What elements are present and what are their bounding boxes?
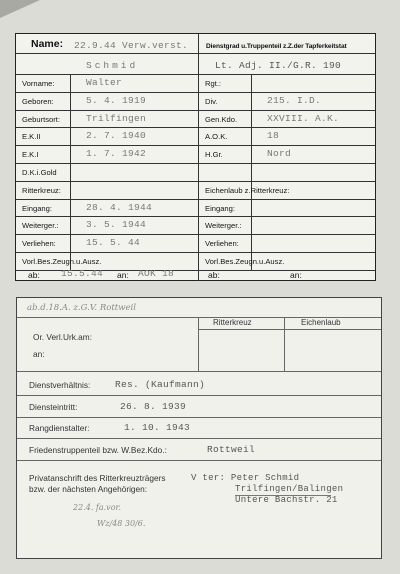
an-value: AOK 18 [138, 268, 175, 279]
row-rule [16, 181, 375, 182]
row-rule [17, 460, 381, 461]
field-label: Vorl.Bes.Zeugn.u.Ausz. [22, 257, 102, 266]
an-label: an: [117, 270, 129, 280]
award-box-header-line [198, 329, 381, 330]
row-rule [16, 127, 375, 128]
address-line-1: V ter: Peter Schmid [191, 473, 300, 483]
service-field-value: Rottweil [207, 444, 256, 455]
field-value: 1. 7. 1942 [86, 148, 147, 159]
address-underline [235, 495, 331, 496]
section-divider [17, 371, 381, 372]
address-line-2: Trilfingen/Balingen [235, 484, 344, 494]
field-label: Verliehen: [22, 239, 56, 248]
service-field-label: Friedenstruppenteil bzw. W.Bez.Kdo.: [29, 445, 167, 455]
field-label: Gen.Kdo. [205, 115, 238, 124]
eichenlaub-column-header: Eichenlaub [301, 318, 341, 327]
award-box-divider [284, 317, 285, 371]
field-value: Walter [86, 77, 123, 88]
folded-page-corner [0, 0, 40, 18]
row-rule [17, 417, 381, 418]
field-value: Nord [267, 148, 292, 159]
row-rule [16, 74, 375, 75]
row-rule [16, 199, 375, 200]
ab-label-right: ab: [208, 270, 220, 280]
row-rule [16, 234, 375, 235]
field-label: Weiterger.: [205, 221, 242, 230]
row-rule [17, 438, 381, 439]
field-value: 3. 5. 1944 [86, 219, 147, 230]
index-card-back [16, 297, 382, 559]
handwritten-header-note: ab.d.18.A. z.G.V. Rottweil [27, 303, 136, 313]
field-label: Div. [205, 97, 218, 106]
surname-value: Schmid [86, 60, 139, 71]
service-field-label: Rangdienstalter: [29, 423, 90, 433]
field-value: 28. 4. 1944 [86, 202, 153, 213]
row-rule [16, 92, 375, 93]
row-rule [17, 395, 381, 396]
field-label: Ritterkreuz: [22, 186, 61, 195]
label-divider-right [251, 74, 252, 270]
field-label: Geboren: [22, 97, 54, 106]
field-label: H.Gr. [205, 150, 223, 159]
original-certificate-an-label: an: [33, 349, 45, 359]
field-label: Weiterger.: [22, 221, 59, 230]
address-line-3: Untere Bachstr. 21 [235, 495, 338, 505]
field-value: 2. 7. 1940 [86, 130, 147, 141]
row-rule [16, 145, 375, 146]
address-label-line-1: Privatanschrift des Ritterkreuzträgers [29, 473, 166, 483]
row-rule [16, 53, 375, 54]
index-card-front [15, 33, 376, 281]
field-value: XXVIII. A.K. [267, 113, 340, 124]
row-rule [16, 163, 375, 164]
field-value: Trilfingen [86, 113, 147, 124]
rank-unit-value: Lt. Adj. II./G.R. 190 [215, 60, 342, 71]
field-label: Rgt.: [205, 79, 222, 88]
service-field-value: 1. 10. 1943 [124, 422, 191, 433]
field-label: Vorname: [22, 79, 55, 88]
award-box-left-border [198, 317, 199, 371]
ritterkreuz-column-header: Ritterkreuz [213, 318, 252, 327]
field-label: Eingang: [205, 204, 235, 213]
field-value: 18 [267, 130, 280, 141]
handwritten-note-1: 22.4. fa.vor. [73, 503, 121, 512]
service-field-value: Res. (Kaufmann) [115, 379, 206, 390]
row-rule [16, 216, 375, 217]
field-label: Eichenlaub z.Ritterkreuz: [205, 186, 290, 195]
field-label: E.K.II [22, 132, 41, 141]
name-note: 22.9.44 Verw.verst. [74, 40, 189, 51]
label-divider-left [70, 74, 71, 270]
service-field-label: Dienstverhältnis: [29, 380, 91, 390]
row-rule [16, 252, 375, 253]
field-label: Eingang: [22, 204, 52, 213]
field-value: 15. 5. 44 [86, 237, 141, 248]
field-value: 5. 4. 1919 [86, 95, 147, 106]
ab-label: ab: [28, 270, 40, 280]
field-label: E.K.I [22, 150, 39, 159]
field-label: Verliehen: [205, 239, 239, 248]
field-value: 215. I.D. [267, 95, 322, 106]
row-rule [16, 110, 375, 111]
address-label-line-2: bzw. der nächsten Angehörigen: [29, 484, 148, 494]
service-field-label: Diensteintritt: [29, 402, 78, 412]
handwritten-note-2: Wz/48 30/6. [97, 519, 146, 528]
field-label: Geburtsort: [22, 115, 60, 124]
an-label-right: an: [290, 270, 302, 280]
original-certificate-label: Or. Verl.Urk.am: [33, 332, 93, 342]
rank-unit-label: Dienstgrad u.Truppenteil z.Z.der Tapferkeitstat [206, 43, 347, 50]
field-label: D.K.i.Gold [22, 168, 57, 177]
ab-value: 15.5.44 [61, 268, 104, 279]
column-divider [198, 34, 199, 281]
field-label: A.O.K. [205, 132, 228, 141]
field-label: Vorl.Bes.Zeugn.u.Ausz. [205, 257, 285, 266]
name-label: Name: [31, 38, 64, 50]
service-field-value: 26. 8. 1939 [120, 401, 187, 412]
